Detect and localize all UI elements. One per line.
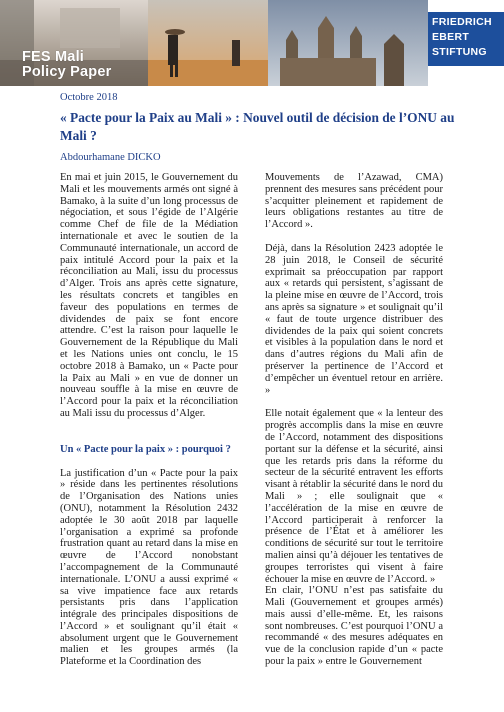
publication-date: Octobre 2018	[60, 92, 118, 103]
document-title: « Pacte pour la Paix au Mali » : Nouvel outil de décision de l’ONU au Mali ?	[60, 110, 455, 143]
body-paragraph: Mouvements de l’Azawad, CMA) prennent des mesures sans précédent pour s’acquitter pleinement et rapidement de leurs obligations restantes au titre de l’Accord ».	[265, 172, 443, 231]
series-title-line1: FES Mali	[22, 49, 85, 65]
header-banner	[0, 0, 504, 86]
body-paragraph: Déjà, dans la Résolution 2423 adoptée le 28 juin 2018, le Conseil de sécurité exprimait sa préoccupation par rapport aux « retards qui persistent, s’agissant de la pleine mise en œuvre de l’Accord, trois ans après sa signature » et soulignait qu’il « faut de toute urgence distribuer des dividendes de la paix qui soient concrets et visibles à la population dans le nord et dans d’autres régions du Mali afin de préserver la pertinence de l’Accord et d’empêcher un éventuel retour en arrière. »	[265, 242, 443, 396]
logo-text-line3: STIFTUNG	[432, 46, 487, 58]
series-title-line2: Policy Paper	[22, 64, 112, 80]
right-column	[265, 172, 443, 668]
section-heading: Un « Pacte pour la paix » : pourquoi ?	[60, 443, 231, 455]
logo-text-line1: FRIEDRICH	[432, 16, 492, 28]
fes-logo	[428, 12, 504, 66]
body-paragraph: La justification d’un « Pacte pour la paix » réside dans les pertinentes résolutions de l’Organisation des Nations unies (ONU), notamment la Résolution 2432 adoptée le 30 août 2018 par laquelle l’organisation a exprimé sa profonde frustration quant au retard dans la mise en œuvre de l’Accord nonobstant l’accompagnement de la Communauté internationale. L’ONU a aussi exprimé « sa vive impatience face aux retards persistants pris dans l’application intégrale des principales dispositions de l’Accord » et soulignant qu’il était « absolument urgent que le Gouvernement malien et les groupes armés (la Plateforme et la Coordination des	[60, 467, 238, 668]
logo-text-line2: EBERT	[432, 31, 470, 43]
intro-paragraph: En mai et juin 2015, le Gouvernement du Mali et les mouvements armés ont signé à Bamako, à la suite d’un long processus de négociation, et sous l’égide de l’Algérie comme Chef de file de la Médiation internationale et avec le soutien de la Communauté internationale, un accord de paix intitulé Accord pour la paix et la réconciliation au Mali, issu du processus d’Alger. Trois ans après cette signature, les résultats concrets et tangibles en faveur des populations en termes de dividendes de paix se font encore attendre. C’est la raison pour laquelle le Gouvernement de la République du Mali et les Nations unies ont conclu, le 15 octobre 2018 à Bamako, un « Pacte pour la Paix au Mali » en vue de donner un nouveau souffle à la mise en œuvre de l’Accord pour la paix et la réconciliation au Mali issu du processus d’Alger.	[60, 172, 238, 419]
author-name: Abdourhamane DICKO	[60, 152, 161, 163]
body-paragraph: En clair, l’ONU n’est pas satisfaite du Mali (Gouvernement et groupes armés) mais aussi d’elle-même. Et, les raisons sont nombreuses. C’est pourquoi l’ONU a recommandé « des mesures adéquates en vue de la conclusion rapide d’un « pacte pour la paix » entre le Gouvernement	[265, 585, 443, 668]
left-column	[60, 172, 238, 668]
body-paragraph: Elle notait également que « la lenteur des progrès accomplis dans la mise en œuvre de l’Accord, notamment des dispositions portant sur la défense et la sécurité, ainsi que les retards pris dans la réforme du secteur de la sécurité entravent les efforts visant à rétablir la sécurité dans le nord du Mali » ; elle soulignait que « l’accélération de la mise en œuvre de l’Accord participerait à renforcer la présence de l’État et à améliorer les conditions de sécurité sur tout le territoire malien ainsi qu’à déjouer les tentatives de groupes terroristes qui visent à faire échouer la mise en œuvre de l’Accord. »	[265, 408, 443, 585]
